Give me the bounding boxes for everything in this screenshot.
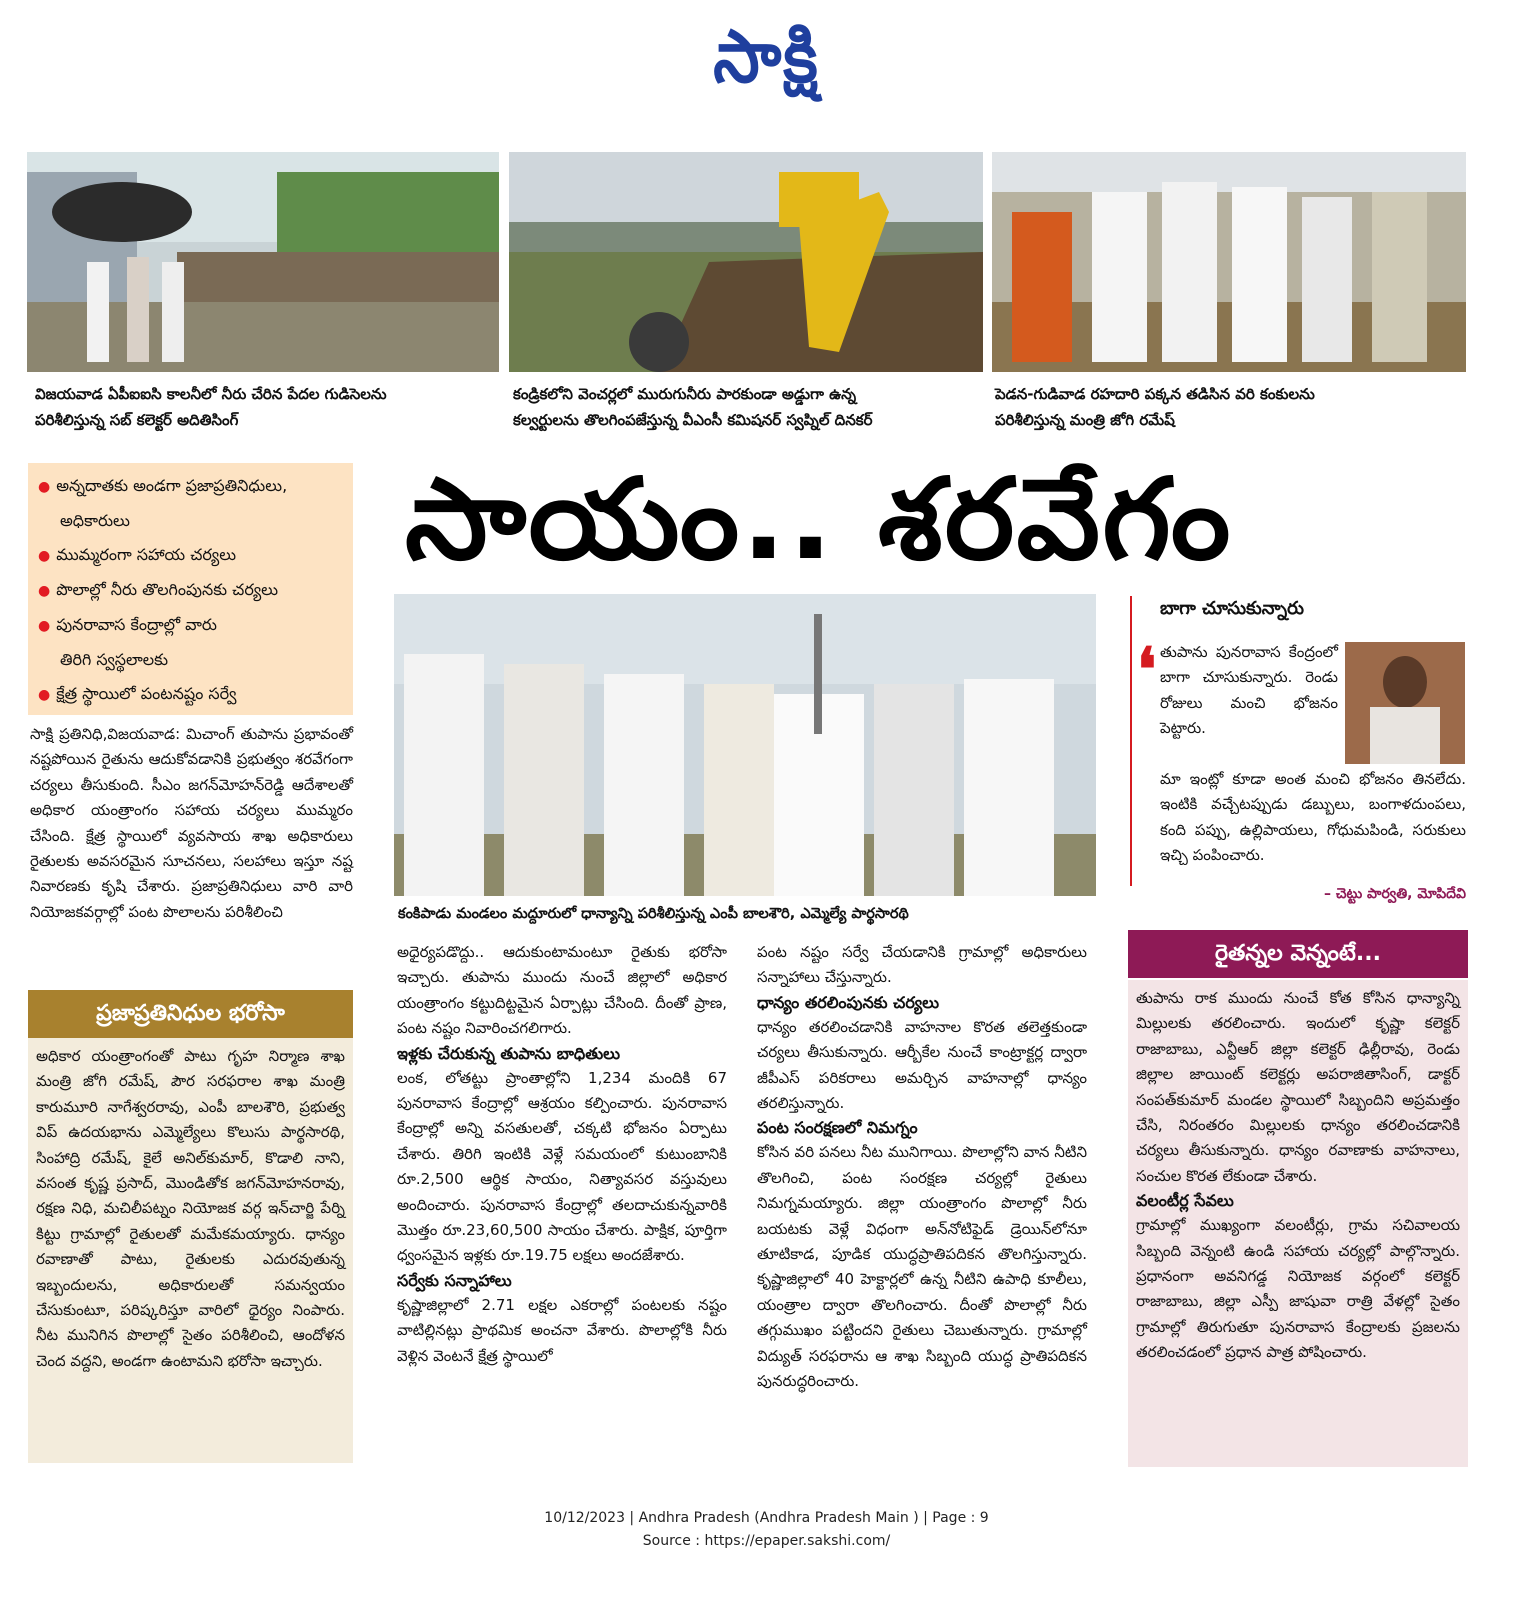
bullet-icon: ● [38, 618, 51, 634]
bullet-icon: ● [38, 548, 51, 564]
intro-paragraph: సాక్షి ప్రతినిధి,విజయవాడ: మిచాంగ్ తుపాను ప్రభావంతో నష్టపోయిన రైతును ఆదుకోవడానికి ప్రభుత్వం శరవేగంగా చర్యలు తీసుకుంది. సీఎం జగన్‌మోహన్‌రెడ్డి ఆదేశాలతో అధికార యంత్రాంగం సహాయ చర్యలు ముమ్మరం చేసింది. క్షేత్ర స్థాయిలో వ్యవసాయ శాఖ అధికారులు రైతులకు అవసరమైన సూచనలు, సలహాలు ఇస్తూ నష్ట నివారణకు కృషి చేశారు. ప్రజాప్రతినిధులు వారి వారి నియోజకవర్గాల్లో పంట పొలాలను పరిశీలించి [30, 725, 353, 921]
right-box-body [1128, 980, 1468, 1467]
photo-flooded-colony [27, 152, 499, 372]
col3-subhead-2: పంట సంరక్షణలో నిమగ్నం [757, 1118, 918, 1138]
quote-rule [1130, 596, 1132, 886]
bullet-icon: ● [38, 479, 51, 495]
col2-paragraph-3: కృష్ణాజిల్లాలో 2.71 లక్షల ఎకరాల్లో పంటలకు నష్టం వాటిల్లినట్లు ప్రాథమిక అంచనా వేశారు. పొలాల్లోకి నీరు వెళ్లిన వెంటనే క్షేత్ర స్థాయిలో [397, 1295, 727, 1365]
column-3 [757, 940, 1087, 1395]
highlight-item: ● క్షేత్ర స్థాయిలో పంటనష్టం సర్వే [38, 684, 237, 703]
footer-date-line: 10/12/2023 | Andhra Pradesh (Andhra Pradesh Main ) | Page : 9 [544, 1510, 989, 1526]
left-box-title: ప్రజాప్రతినిధుల భరోసా [28, 990, 353, 1038]
bullet-icon: ● [38, 687, 51, 703]
quote-author: – చెట్టు పార్వతి, మోపిదేవి [1324, 886, 1466, 902]
main-photo-caption: కంకిపాడు మండలం మద్దూరులో ధాన్యాన్ని పరిశీలిస్తున్న ఎంపీ బాలశౌరి, ఎమ్మెల్యే పార్థసారథి [398, 906, 909, 922]
right-box-subhead: వలంటీర్ల సేవలు [1136, 1191, 1234, 1211]
photo-parvathi [1345, 642, 1465, 764]
col2-paragraph-2: లంక, లోతట్టు ప్రాంతాల్లోని 1,234 మందికి 67 పునరావాస కేంద్రాల్లో ఆశ్రయం కల్పించారు. పునరావాస కేంద్రాల్లో అన్ని వసతులతో, చక్కటి భోజనం ఏర్పాటు చేశారు. తిరిగి ఇంటికి వెళ్లే సమయంలో కుటుంబానికి రూ.2,500 ఆర్థిక సాయం, నిత్యావసర వస్తువులు అందించారు. పునరావాస కేంద్రాల్లో తలదాచుకున్నవారికి మొత్తం రూ.23,60,500 సాయం చేశారు. పాక్షిక, పూర్తిగా ధ్వంసమైన ఇళ్లకు రూ.19.75 లక్షలు అందజేశారు. [397, 1068, 727, 1265]
col3-subhead-1: ధాన్యం తరలింపునకు చర్యలు [757, 992, 940, 1012]
caption-photo-3 [995, 381, 1465, 433]
col3-paragraph-3: కోసిన వరి పనలు నీట మునిగాయి. పొలాల్లోని వాన నీటిని తొలగించి, పంట సంరక్షణ చర్యల్లో రైతులు నిమగ్నమయ్యారు. జిల్లా యంత్రాంగం పొలాల్లో నీరు బయటకు వెళ్లే విధంగా అన్‌నోటిఫైడ్ డ్రెయిన్‌లోనూ తూటికాడ, పూడిక యుద్ధప్రాతిపదికన తొలగిస్తున్నారు. కృష్ణాజిల్లాలో 40 హెక్టార్లలో ఉన్న నీటిని ఉపాధి కూలీలు, యంత్రాల ద్వారా తొలగించారు. దీంతో పొలాల్లో నీరు తగ్గుముఖం పట్టిందని రైతులు చెబుతున్నారు. గ్రామాల్లో విద్యుత్ సరఫరాను ఆ శాఖ సిబ్బంది యుద్ధ ప్రాతిపదికన పునరుద్ధరించారు. [757, 1143, 1087, 1391]
right-box-title: రైతన్నల వెన్నంటే... [1128, 930, 1468, 978]
caption-line: పరిశీలిస్తున్న సబ్ కలెక్టర్ అదితిసింగ్ [35, 411, 239, 429]
quote-body-continued: మా ఇంట్లో కూడా అంత మంచి భోజనం తినలేదు. ఇంటికి వచ్చేటప్పుడు డబ్బులు, బంగాళదుంపలు, కంది పప్పు, ఉల్లిపాయలు, గోధుమపిండి, సరుకులు ఇచ్చి పంపించారు. [1160, 770, 1466, 865]
column-2 [397, 940, 727, 1369]
highlight-item: ● పునరావాస కేంద్రాల్లో వారు తిరిగి స్వస్థలాలకు [38, 615, 217, 669]
caption-line: కల్వర్టులను తొలగింపజేస్తున్న వీఎంసీ కమిషనర్ స్వప్నిల్ దినకర్ [513, 411, 873, 429]
photo-paddy-inspection [992, 152, 1466, 372]
highlights-box [28, 463, 353, 715]
masthead-logo: సాక్షి [713, 13, 820, 100]
caption-line: పెడన-గుడివాడ రహదారి పక్కన తడిసిన వరి కంకులను [995, 385, 1315, 403]
photo-main-paddy [394, 594, 1096, 896]
quote-body: తుపాను పునరావాస కేంద్రంలో బాగా చూసుకున్నారు. రెండు రోజులు మంచి భోజనం పెట్టారు. [1160, 643, 1338, 738]
quote-title: బాగా చూసుకున్నారు [1160, 598, 1304, 619]
col2-subhead-2: సర్వేకు సన్నాహాలు [397, 1270, 512, 1290]
highlight-item: ● అన్నదాతకు అండగా ప్రజాప్రతినిధులు, అధికారులు [38, 476, 288, 530]
highlight-item: ● పొలాల్లో నీరు తొలగింపునకు చర్యలు [38, 580, 279, 599]
col3-paragraph-1: పంట నష్టం సర్వే చేయడానికి గ్రామాల్లో అధికారులు సన్నాహాలు చేస్తున్నారు. [757, 943, 1087, 987]
left-box-body [28, 1038, 353, 1463]
masthead [0, 13, 1533, 112]
footer-source-link[interactable]: Source : https://epaper.sakshi.com/ [642, 1533, 891, 1549]
highlight-item: ● ముమ్మరంగా సహాయ చర్యలు [38, 545, 237, 564]
right-box-paragraph-2: గ్రామాల్లో ముఖ్యంగా వలంటీర్లు, గ్రామ సచివాలయ సిబ్బంది వెన్నంటి ఉండి సహాయ చర్యల్లో పాల్గొన్నారు. ప్రధానంగా అవనిగడ్డ నియోజక వర్గంలో కలెక్టర్ రాజాబాబు, జిల్లా ఎస్పీ జాషువా రాత్రి వేళల్లో సైతం గ్రామాల్లో తిరుగుతూ పునరావాస కేంద్రాలకు ప్రజలను తరలించడంలో ప్రధాన పాత్ర పోషించారు. [1136, 1216, 1460, 1362]
col2-paragraph-1: అధైర్యపడొద్దు.. ఆదుకుంటామంటూ రైతుకు భరోసా ఇచ్చారు. తుపాను ముందు నుంచే జిల్లాలో అధికార యంత్రాంగం కట్టుదిట్టమైన ఏర్పాట్లు చేసింది. దీంతో ప్రాణ, పంట నష్టం నివారించగలిగారు. [397, 943, 727, 1038]
caption-line: విజయవాడ ఏపీఐఐసి కాలనీలో నీరు చేరిన పేదల గుడిసెలను [35, 385, 387, 403]
photo-excavator [509, 152, 983, 372]
caption-photo-1 [35, 381, 505, 433]
quote-mark-icon: ❛ [1137, 635, 1157, 705]
right-box-paragraph-1: తుపాను రాక ముందు నుంచే కోత కోసిన ధాన్యాన్ని మిల్లులకు తరలించారు. ఇందులో కృష్ణా కలెక్టర్ రాజాబాబు, ఎన్టీఆర్ జిల్లా కలెక్టర్ ఢిల్లీరావు, రెండు జిల్లాల జాయింట్ కలెక్టర్లు అపరాజితాసింగ్, డాక్టర్ సంపత్‌కుమార్ మండల స్థాయిలో సిబ్బందిని అప్రమత్తం చేసి, నిరంతరం మిల్లులకు ధాన్యం తరలించడానికి చర్యలు తీసుకున్నారు. ధాన్యం రవాణాకు వాహనాలు, సంచుల కొరత లేకుండా చేశారు. [1136, 989, 1460, 1185]
left-box-text: అధికార యంత్రాంగంతో పాటు గృహ నిర్మాణ శాఖ మంత్రి జోగి రమేష్, పౌర సరఫరాల శాఖ మంత్రి కారుమూరి నాగేశ్వరరావు, ఎంపీ బాలశౌరి, ప్రభుత్వ విప్ ఉదయభాను ఎమ్మెల్యేలు కొలుసు పార్థసారథి, సింహాద్రి రమేష్, కైలే అనిల్‌కుమార్, కొడాలి నాని, వసంత కృష్ణ ప్రసాద్, మొండితోక జగన్‌మోహనరావు, రక్షణ నిధి, మచిలీపట్నం నియోజక వర్గ ఇన్‌చార్జి పేర్ని కిట్టు గ్రామాల్లో రైతులతో మమేకమయ్యారు. ధాన్యం రవాణాతో పాటు, రైతులకు ఎదురవుతున్న ఇబ్బందులను, అధికారులతో సమన్వయం చేసుకుంటూ, పరిష్కరిస్తూ వారిలో ధైర్యం నింపారు. నీట మునిగిన పొలాల్లో సైతం పరిశీలించి, ఆందోళన చెంద వద్దని, అండగా ఉంటామని భరోసా ఇచ్చారు. [36, 1047, 345, 1370]
col2-subhead-1: ఇళ్లకు చేరుకున్న తుపాను బాధితులు [397, 1043, 621, 1063]
caption-line: పరిశీలిస్తున్న మంత్రి జోగి రమేష్ [995, 411, 1175, 429]
main-headline: సాయం.. శరవేగం [405, 455, 1233, 585]
col3-paragraph-2: ధాన్యం తరలించడానికి వాహనాల కొరత తలెత్తకుండా చర్యలు తీసుకున్నారు. ఆర్బీకేల నుంచే కాంట్రాక్టర్ల ద్వారా జీపీఎస్ పరికరాలు అమర్చిన వాహనాల్లో ధాన్యం తరలిస్తున్నారు. [757, 1017, 1087, 1113]
caption-photo-2 [513, 381, 983, 433]
bullet-icon: ● [38, 583, 51, 599]
caption-line: కండ్రికలోని వెంచర్లలో మురుగునీరు పారకుండా అడ్డుగా ఉన్న [513, 385, 857, 403]
